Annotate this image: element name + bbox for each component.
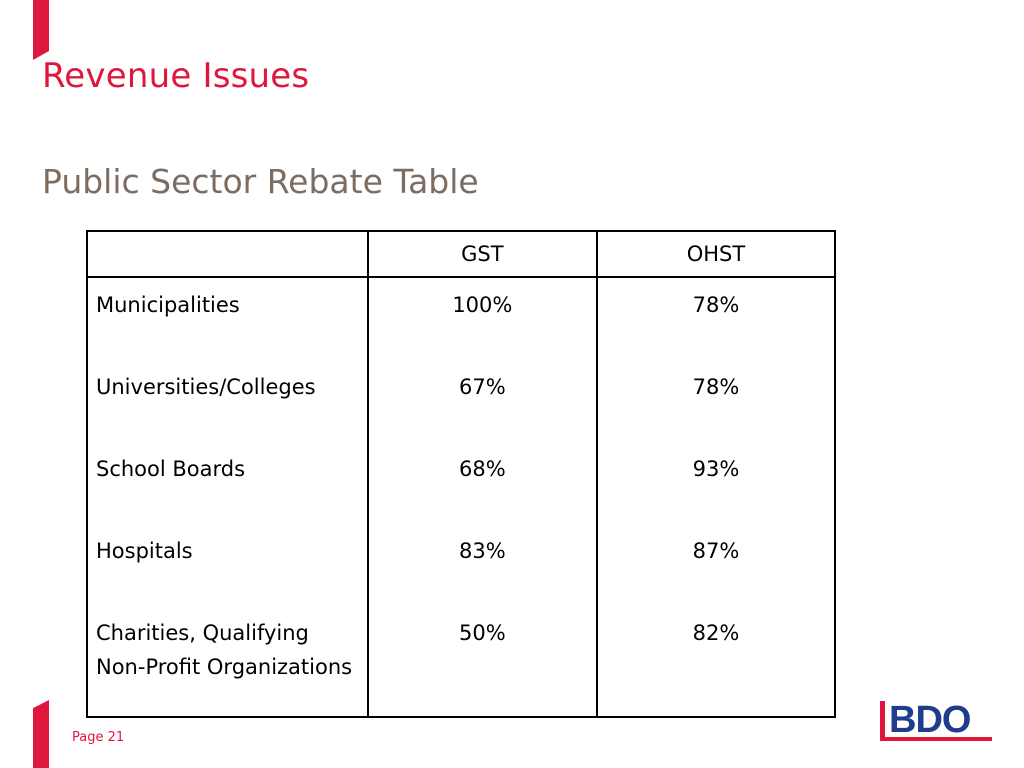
logo-text: BDO bbox=[889, 699, 971, 741]
top-accent-bar bbox=[33, 0, 49, 60]
gst-cell: 100% bbox=[452, 293, 513, 317]
ohst-cell: 82% bbox=[692, 621, 740, 645]
slide-title: Revenue Issues bbox=[42, 56, 310, 96]
table-header-row bbox=[87, 231, 835, 277]
ohst-cell: 78% bbox=[692, 375, 740, 399]
bottom-accent-bar bbox=[33, 700, 49, 768]
rebate-table bbox=[86, 230, 836, 718]
entity-cell: Hospitals bbox=[96, 539, 193, 563]
gst-cell: 50% bbox=[458, 621, 506, 645]
entity-cell: Municipalities bbox=[96, 293, 240, 317]
entity-column bbox=[87, 277, 368, 717]
slide-subtitle: Public Sector Rebate Table bbox=[42, 162, 479, 201]
logo-red-bar-left bbox=[880, 701, 885, 741]
ohst-column bbox=[597, 277, 835, 717]
gst-cell: 68% bbox=[458, 457, 506, 481]
ohst-cell: 93% bbox=[692, 457, 740, 481]
gst-cell: 83% bbox=[458, 539, 506, 563]
entity-cell: Charities, Qualifying Non-Profit Organizations bbox=[96, 621, 353, 679]
header-ohst: OHST bbox=[597, 231, 835, 277]
gst-cell: 67% bbox=[458, 375, 506, 399]
header-entity bbox=[87, 231, 368, 277]
header-gst: GST bbox=[368, 231, 597, 277]
ohst-cell: 87% bbox=[692, 539, 740, 563]
bdo-logo bbox=[880, 697, 992, 743]
page-number: Page 21 bbox=[72, 730, 125, 745]
ohst-cell: 78% bbox=[692, 293, 740, 317]
entity-cell: Universities/Colleges bbox=[96, 375, 316, 399]
entity-cell: School Boards bbox=[96, 457, 246, 481]
table-body-row bbox=[87, 277, 835, 717]
gst-column bbox=[368, 277, 597, 717]
